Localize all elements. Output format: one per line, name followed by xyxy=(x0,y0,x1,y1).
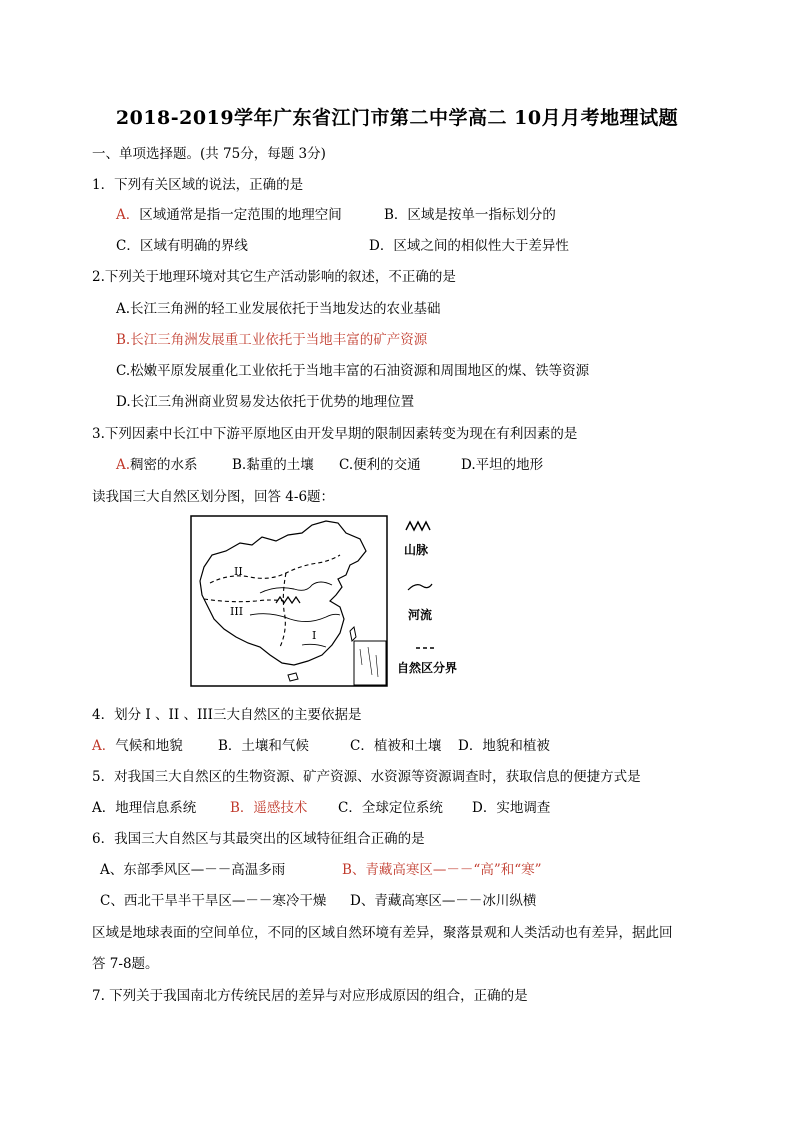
legend-river-icon xyxy=(406,580,434,594)
legend-mountain-icon xyxy=(404,518,434,532)
q6-option-c: C、西北干旱半干旱区—－－寒冷干燥 xyxy=(100,893,327,909)
q2-option-c: C.松嫩平原发展重化工业依托于当地丰富的石油资源和周围地区的煤、铁等资源 xyxy=(116,363,590,379)
page-title: 2018-2019学年广东省江门市第二中学高二 10月月考地理试题 xyxy=(115,107,679,129)
legend-boundary-icon xyxy=(414,644,438,652)
q1-option-a-text: 区域通常是指一定范围的地理空间 xyxy=(139,207,342,223)
q1-option-c: C．区域有明确的界线 xyxy=(116,238,248,254)
q2-option-b: B.长江三角洲发展重工业依托于当地丰富的矿产资源 xyxy=(116,332,428,348)
q1-option-b: B．区域是按单一指标划分的 xyxy=(384,207,556,223)
q5-option-b: B．遥感技术 xyxy=(230,800,308,816)
q3-option-a xyxy=(116,456,198,474)
passage-line-1: 区域是地球表面的空间单位，不同的区域自然环境有差异，聚落景观和人类活动也有差异，据此回 xyxy=(92,925,673,941)
passage-line-2: 答 7-8题。 xyxy=(92,956,159,972)
legend-mountain-label: 山脉 xyxy=(404,543,429,557)
q3-option-b: B.黏重的土壤 xyxy=(232,457,314,473)
region-label-3: III xyxy=(230,605,244,618)
q6-option-b: B、青藏高寒区—－－“高”和“寒” xyxy=(342,862,542,878)
map-intro: 读我国三大自然区划分图，回答 4-6题： xyxy=(92,489,335,505)
section-heading: 一、单项选择题。(共 75分，每题 3分) xyxy=(92,146,326,162)
q3-option-c: C.便利的交通 xyxy=(339,457,421,473)
q1-option-a xyxy=(116,206,342,224)
q6-option-a: A、东部季风区—－－高温多雨 xyxy=(100,862,286,878)
q4-option-a xyxy=(92,737,183,755)
china-natural-regions-map xyxy=(190,515,388,687)
q4-option-b: B．土壤和气候 xyxy=(218,738,309,754)
q6-stem: 6．我国三大自然区与其最突出的区域特征组合正确的是 xyxy=(92,831,425,847)
q2-stem: 2.下列关于地理环境对其它生产活动影响的叙述，不正确的是 xyxy=(92,269,456,285)
q5-option-d: D．实地调查 xyxy=(472,800,551,816)
q3-option-a-letter: A. xyxy=(116,457,131,473)
q1-stem: 1．下列有关区域的说法，正确的是 xyxy=(92,177,304,193)
q2-option-d: D.长江三角洲商业贸易发达依托于优势的地理位置 xyxy=(116,394,415,410)
q4-option-d: D．地貌和植被 xyxy=(458,738,550,754)
q3-option-d: D.平坦的地形 xyxy=(461,457,544,473)
q4-option-a-text: 气候和地貌 xyxy=(115,738,183,754)
q7-stem: 7. 下列关于我国南北方传统民居的差异与对应形成原因的组合，正确的是 xyxy=(92,988,528,1004)
q1-option-a-letter: A． xyxy=(116,207,140,223)
q3-option-a-text: 稠密的水系 xyxy=(130,457,198,473)
q3-stem: 3.下列因素中长江中下游平原地区由开发早期的限制因素转变为现在有利因素的是 xyxy=(92,426,578,442)
legend-river-label: 河流 xyxy=(408,608,433,622)
q1-option-d: D．区域之间的相似性大于差异性 xyxy=(369,238,569,254)
q4-option-a-letter: A． xyxy=(92,738,116,754)
region-label-2: II xyxy=(234,565,243,578)
q4-option-c: C．植被和土壤 xyxy=(350,738,442,754)
q4-stem: 4．划分 I 、II 、III三大自然区的主要依据是 xyxy=(92,707,362,723)
q6-option-d: D、青藏高寒区—－－冰川纵横 xyxy=(350,893,537,909)
q5-option-c: C．全球定位系统 xyxy=(338,800,443,816)
q5-option-a: A．地理信息系统 xyxy=(92,800,197,816)
map-svg xyxy=(190,515,388,687)
q2-option-a: A.长江三角洲的轻工业发展依托于当地发达的农业基础 xyxy=(116,301,441,317)
region-label-1: I xyxy=(312,629,317,642)
legend-boundary-label: 自然区分界 xyxy=(397,661,458,675)
q5-stem: 5．对我国三大自然区的生物资源、矿产资源、水资源等资源调查时，获取信息的便捷方式是 xyxy=(92,769,641,785)
